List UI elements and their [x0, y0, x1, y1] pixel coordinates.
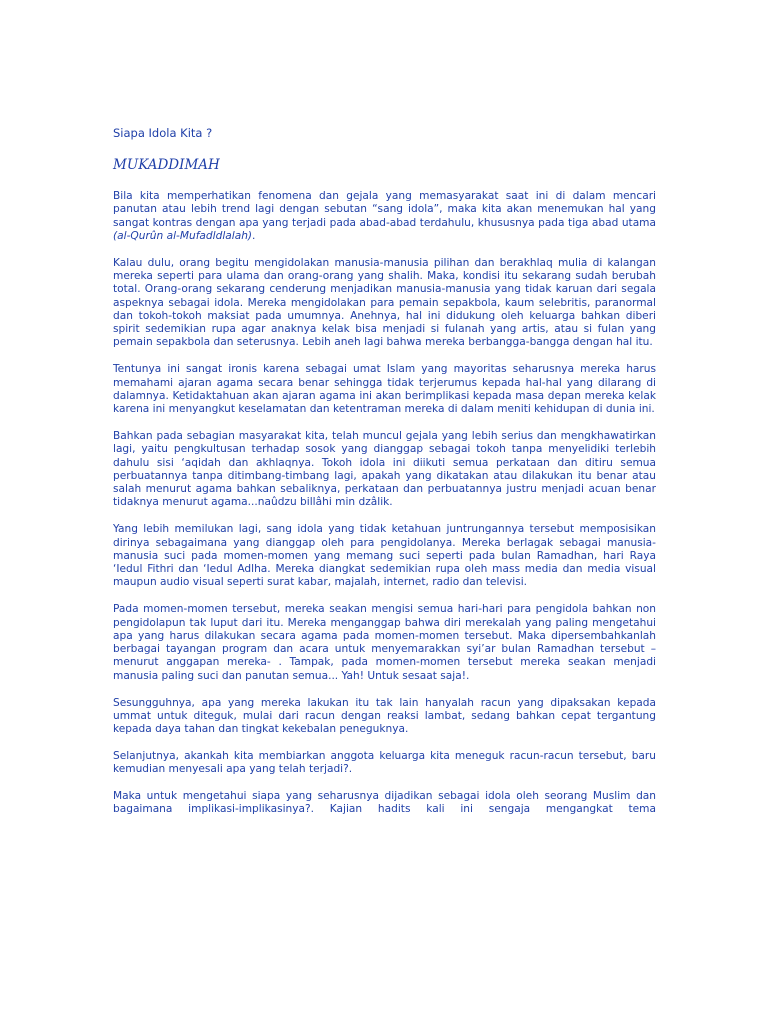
paragraph-2: Kalau dulu, orang begitu mengidolakan manusia-manusia pilihan dan berakhlaq mulia di kalangan mereka seperti para ulama dan orang-orang yang shalih. Maka, kondisi itu sekarang sudah berubah total. Orang-orang sekarang cenderung menjadikan manusia-manusia yang tidak karuan dari segala aspeknya sebagai idola. Mereka mengidolakan para pemain sepakbola, kaum selebritis, paranormal dan tokoh-tokoh maksiat pada umumnya. Anehnya, hal ini didukung oleh keluarga bahkan diberi spirit sedemikian rupa agar anaknya kelak bisa menjadi si fulanah yang artis, atau si fulan yang pemain sepakbola dan seterusnya. Lebih aneh lagi bahwa mereka berbangga-bangga dengan hal itu.	[113, 256, 656, 349]
paragraph-3: Tentunya ini sangat ironis karena sebagai umat Islam yang mayoritas seharusnya mereka harus memahami ajaran agama secara benar sehingga tidak terjerumus kepada hal-hal yang dilarang di dalamnya. Ketidaktahuan akan ajaran agama ini akan berimplikasi kepada masa depan mereka kelak karena ini menyangkut keselamatan dan ketentraman mereka di dalam meniti kehidupan di dunia ini.	[113, 363, 656, 416]
paragraph-1-end: .	[252, 229, 256, 242]
paragraph-6: Pada momen-momen tersebut, mereka seakan mengisi semua hari-hari para pengidola bahkan non pengidolapun tak luput dari itu. Mereka menganggap bahwa diri merekalah yang paling mengetahui apa yang harus dilakukan secara agama pada momen-momen tersebut. Maka dipersembahkanlah berbagai tayangan program dan acara untuk menyemarakkan syi’ar bulan Ramadhan tersebut – menurut anggapan mereka- . Tampak, pada momen-momen tersebut mereka seakan menjadi manusia paling suci dan panutan semua... Yah! Untuk sesaat saja!.	[113, 603, 656, 682]
paragraph-8: Selanjutnya, akankah kita membiarkan anggota keluarga kita meneguk racun-racun tersebut, baru kemudian menyesali apa yang telah terjadi?.	[113, 749, 656, 776]
paragraph-1-italic: (al-Qurûn al-Mufadldlalah)	[113, 229, 253, 242]
page-title: Siapa Idola Kita ?	[113, 126, 213, 140]
section-heading: MUKADDIMAH	[113, 157, 220, 173]
paragraph-7: Sesungguhnya, apa yang mereka lakukan itu tak lain hanyalah racun yang dipaksakan kepada ummat untuk diteguk, mulai dari racun dengan reaksi lambat, sedang bahkan cepat tergantung kepada daya tahan dan tingkat kekebalan peneguknya.	[113, 696, 656, 736]
paragraph-1	[113, 190, 656, 243]
paragraph-4: Bahkan pada sebagian masyarakat kita, telah muncul gejala yang lebih serius dan mengkhawatirkan lagi, yaitu pengkultusan terhadap sosok yang dianggap sebagai tokoh tanpa menyelidiki terlebih dahulu sisi ‘aqidah dan akhlaqnya. Tokoh idola ini diikuti semua perkataan dan ditiru semua perbuatannya tanpa ditimbang-timbang lagi, apakah yang dikatakan atau dilakukan itu benar atau salah menurut agama bahkan sebaliknya, perkataan dan perbuatannya justru menjadi acuan benar tidaknya menurut agama...naûdzu billâhi min dzâlik.	[113, 429, 656, 509]
paragraph-5: Yang lebih memilukan lagi, sang idola yang tidak ketahuan juntrungannya tersebut memposisikan dirinya sebagaimana yang dianggap oleh para pengidolanya. Mereka berlagak sebagai manusia-manusia suci pada momen-momen yang memang suci seperti pada bulan Ramadhan, hari Raya ‘Iedul Fithri dan ‘Iedul Adlha. Mereka diangkat sedemikian rupa oleh mass media dan media visual maupun audio visual seperti surat kabar, majalah, internet, radio dan televisi.	[113, 523, 656, 589]
paragraph-1-text: Bila kita memperhatikan fenomena dan gejala yang memasyarakat saat ini di dalam mencari panutan atau lebih trend lagi dengan sebutan “sang idola”, maka kita akan menemukan hal yang sangat kontras dengan apa yang terjadi pada abad-abad terdahulu, khususnya pada tiga abad utama	[113, 190, 656, 229]
paragraph-9: Maka untuk mengetahui siapa yang seharusnya dijadikan sebagai idola oleh seorang Muslim dan bagaimana implikasi-implikasinya?. Kajian hadits kali ini sengaja mengangkat tema	[113, 789, 656, 816]
document-body	[113, 126, 656, 830]
